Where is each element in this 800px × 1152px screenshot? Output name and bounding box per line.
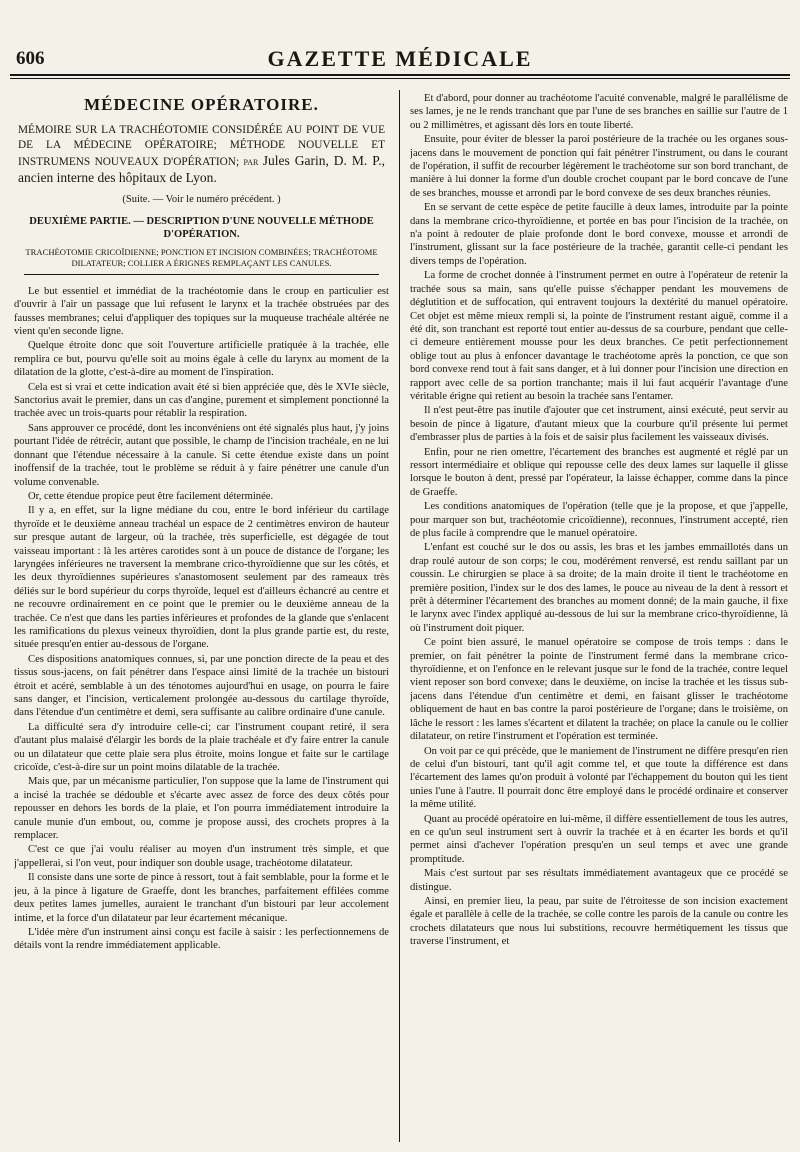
page-number: 606: [16, 48, 45, 69]
part-title: DEUXIÈME PARTIE. — DESCRIPTION D'UNE NOUVELLE MÉTHODE D'OPÉRATION.: [29, 215, 374, 240]
paragraph: Les conditions anatomiques de l'opération (telle que je la propose, et que j'appelle, pour marquer son but, trachéotomie cricoïdienne), reconnues, l'instrument accepté, rien de plus facile à comprendre que le manuel opératoire.: [410, 501, 788, 539]
paragraph: Il consiste dans une sorte de pince à ressort, tout à fait semblable, pour la forme et le jeu, à la pince à ligature de Graeffe, dont les branches, parfaitement effilées comme deux petites lames jumelles, auraient le tranchant d'un bistouri par leur accolement intime, et la force d'un dilatateur par leur écartement mécanique.: [14, 872, 389, 924]
paragraph: En se servant de cette espèce de petite faucille à deux lames, introduite par la pointe dans la membrane crico-thyroïdienne, et portée en bas pour l'incision de la trachée, on n'a point à redouter de plaie profonde dont le bord convexe, mousse et arrondi de l'instrument, glissant sur la face postérieure de la trachée, garantit celle-ci pendant les divers temps de l'opération.: [410, 202, 788, 267]
header-rule: [10, 78, 790, 79]
part-subtitle: TRACHÉOTOMIE CRICOÏDIENNE; PONCTION ET INCISION COMBINÉES; TRACHÉOTOME DILATATEUR; COLLIER A ÉRIGNES REMPLAÇANT LES CANULES.: [24, 247, 379, 275]
paragraph: Il y a, en effet, sur la ligne médiane du cou, entre le bord inférieur du cartilage thyroïde et le deuxième anneau trachéal un espace de 2 centimètres environ de hauteur sur presque autant de largeur, où la trachée, très superficielle, est dégagée de tout vaisseau important : là les artères carotides sont à un pouce de distance de l'organe; les laryngées inférieures ne traversent la membrane crico-thyroïdienne que sur les côtés, et les deux thyroïdiennes supérieures s'anastomosent seulement par des rameaux très déliés sur le bord supérieur du corps thyroïde, lequel est d'ailleurs échancré au centre et ne recouvre ordinairement en ce point que le premier ou le deuxième anneau de la trachée. Ce n'est que dans les parties inférieures et profondes de la glande que s'enlacent les ramifications du plexus veineux thyroïdien, dont la plus grande partie est, du reste, située presqu'en entier au-dessous de l'organe.: [14, 505, 389, 651]
author-line: Jules Garin, D. M. P., ancien interne des hôpitaux de Lyon.: [18, 153, 385, 186]
paragraph: La forme de crochet donnée à l'instrument permet en outre à l'opérateur de retenir la trachée sous sa main, sans qu'elle puisse s'échapper pendant les mouvemens de déglutition et de suffocation, qui entravent toujours la dextérité du manuel opératoire. Cet objet est même mieux rempli si, la pointe de l'instrument restant aiguë, comme il a été dit, son tranchant est reporté tout entier au-dessus de sa courbure, pendant que celle-ci demeure entièrement mousse pour les deux branches. Ce petit perfectionnement oblige tout au plus à enfoncer davantage le trachéotome après la ponction, ce que son bord convexe rend tout à fait sans danger, et à lui donner pour l'incision une direction en rapport avec celle de sa portion tranchante; mais il lui faut acquérir l'avantage d'une véritable érigne qui retient au besoin la trachée sans l'entamer.: [410, 270, 788, 402]
column-divider: [399, 90, 400, 1142]
left-body: [14, 285, 389, 953]
paragraph: Le but essentiel et immédiat de la trachéotomie dans le croup en particulier est d'ouvrir à l'air un passage que lui refusent le larynx et la trachée obstruées par des fausses membranes; celui d'appliquer des topiques sur la muqueuse trachéale altérée ne vient qu'en seconde ligne.: [14, 285, 389, 338]
paragraph: Enfin, pour ne rien omettre, l'écartement des branches est augmenté et réglé par un ressort intermédiaire et oblique qui repousse celle des deux lames sur laquelle il glisse lorsque le bouton à dent, pressé par l'opérateur, la laisse échapper, comme dans la pince de Graeffe.: [410, 446, 788, 498]
paragraph: L'idée mère d'un instrument ainsi conçu est facile à saisir : les perfectionnemens de détails vont la rendre immédiatement applicable.: [14, 926, 389, 952]
paragraph: Mais c'est surtout par ses résultats immédiatement avantageux que ce procédé se distingue.: [410, 868, 788, 893]
memoir-title-text: MÉMOIRE SUR LA TRACHÉOTOMIE CONSIDÉRÉE AU POINT DE VUE DE LA MÉDECINE OPÉRATOIRE; MÉTHODE NOUVELLE ET INSTRUMENS NOUVEAUX D'OPÉRATION; par: [18, 124, 385, 169]
paragraph: Il n'est peut-être pas inutile d'ajouter que cet instrument, ainsi exécuté, peut servir au besoin de pince à ligature, d'autant mieux que la courbure qu'il présente lui permet d'embrasser plus de parties à la fois et de saisir plus facilement les vaisseaux divisés.: [410, 405, 788, 444]
paragraph: La difficulté sera d'y introduire celle-ci; car l'instrument coupant retiré, il sera d'autant plus malaisé d'élargir les bords de la plaie trachéale et d'y faire entrer la canule ou un dilatateur que cette plaie sera plus étroite, moins longue et faite sur le cartilage cricoïde, c'est-à-dire sur un point moins dilatable de la trachée.: [14, 721, 389, 774]
paragraph: Ces dispositions anatomiques connues, si, par une ponction directe de la peau et des tissus sous-jacens, on fait pénétrer dans l'espace ainsi limité de la trachée un bistouri étroit et acéré, semblable à un des ténotomes aujourd'hui en usage, on pourra le faire sans danger, et l'incision, verticalement prolongée au-dessous du cartilage thyroïde, dans l'étendue d'un centimètre et demi, sera suffisante au calibre ordinaire d'une canule.: [14, 653, 389, 719]
paragraph: C'est ce que j'ai voulu réaliser au moyen d'un instrument très simple, et que j'appellerai, si l'on veut, pour indiquer son double usage, trachéotome dilatateur.: [14, 844, 389, 869]
page-header: [10, 44, 790, 76]
memoir-title: [18, 123, 385, 187]
paragraph: Or, cette étendue propice peut être facilement déterminée.: [28, 490, 274, 502]
paragraph: Et d'abord, pour donner au trachéotome l'acuité convenable, malgré le parallélisme de ses lames, je ne le rends tranchant que par l'une de ses branches en saillie sur l'autre de 1 ou 2 millimètres, et agissant dès lors en toute liberté.: [410, 93, 788, 131]
paragraph: Quelque étroite donc que soit l'ouverture artificielle pratiquée à la trachée, elle remplira ce but, pourvu qu'elle soit au moins égale à celle du larynx au moment de la dilatation de la glotte, c'est-à-dire au moment de l'inspiration.: [14, 340, 389, 379]
left-column: [14, 92, 389, 1142]
paragraph: Quant au procédé opératoire en lui-même, il diffère essentiellement de tous les autres, en ce qu'un seul instrument sert à ouvrir la trachée et à en écarter les bords et qu'il permet ainsi d'achever l'opération presqu'en un seul temps et avec une grande promptitude.: [410, 813, 788, 865]
section-title: MÉDECINE OPÉRATOIRE.: [84, 95, 319, 114]
suite-note: (Suite. — Voir le numéro précédent. ): [122, 194, 281, 206]
right-body: [410, 92, 788, 949]
journal-title: GAZETTE MÉDICALE: [267, 46, 533, 71]
paragraph: Mais que, par un mécanisme particulier, l'on suppose que la lame de l'instrument qui a incisé la trachée se dédouble et s'écarte avec assez de force des deux côtés pour repousser en dehors les bords de la plaie, et l'on pourra immédiatement introduire la canule munie d'un embout, ou, comme je propose aussi, des crochets propres à la remplacer.: [14, 776, 389, 842]
paragraph: On voit par ce qui précède, que le maniement de l'instrument ne diffère presqu'en rien de celui d'un bistouri, tant qu'il agit comme tel, et que toute la différence est dans l'écartement des lames qu'on produit à volonté par l'échappement du bouton qui les tient unies l'une à l'autre. Il pourrait donc être employé dans le procédé ordinaire et conserver la même utilité.: [410, 745, 788, 811]
paragraph: Ainsi, en premier lieu, la peau, par suite de l'étroitesse de son incision exactement égale et parallèle à celle de la trachée, se colle contre les parois de la canule ou contre les crochets dilatateurs que nous lui substitions, recouvre hermétiquement les tissus que traverse l'instrument, et: [410, 895, 788, 948]
paragraph: L'enfant est couché sur le dos ou assis, les bras et les jambes emmaillotés dans un drap roulé autour de son corps; le cou, modérément renversé, est rendu saillant par un coussin. Le chirurgien se place à sa droite; de la main droite il tient le trachéotome en première position, l'index sur le dos des lames, le pouce au niveau de la dent à ressort et prêt à déterminer l'écartement des branches au moment donné; de la main gauche, il fixe le larynx avec l'index appliqué au-dessous de lui sur la membrane crico-thyroïdienne, là où l'instrument doit piquer.: [410, 542, 788, 634]
paragraph: Cela est si vrai et cette indication avait été si bien appréciée que, dès le XVIe siècle, Sanctorius avait le premier, dans un cas d'angine, purement et simplement ponctionné la trachée avec un trois-quarts pour rétablir la respiration.: [14, 381, 389, 420]
paragraph: Sans approuver ce procédé, dont les inconvéniens ont été signalés plus haut, j'y joins pourtant l'idée de rétrécir, autant que possible, le champ de l'incision trachéale, en ne lui donnant que l'étendue nécessaire à la canule. Si cette étendue existe dans un point inoffensif de la trachée, tout le problème se réduit à y faire pénétrer une canule d'un volume convenable.: [14, 422, 389, 488]
right-column: [410, 92, 788, 1142]
paragraph: Ensuite, pour éviter de blesser la paroi postérieure de la trachée ou les organes sous-jacens dans le mouvement de ponction qui fait pénétrer l'instrument, ou dans le courant de l'opération, il suffit de recourber légèrement le trachéotome sur son bord tranchant, de manière à lui donner la forme d'un double crochet coupant par le bord concave de l'une de ses branches, mousse et arrondi par le bord convexe de ses deux branches réunies.: [410, 134, 788, 199]
paragraph: Ce point bien assuré, le manuel opératoire se compose de trois temps : dans le premier, on fait pénétrer la pointe de l'instrument fermé dans la membrane crico-thyroïdienne, et on l'enfonce en le relevant jusque sur le fond de la trachée, contre lequel vient reposer son bord convexe; dans le deuxième, on incise la trachée et les tissus sub-jacens dans l'étendue d'un centimètre et demi, en faisant glisser le trachéotome obliquement de haut en bas contre la paroi postérieure de l'organe; dans le troisième, on lâche le ressort : les lames s'écartent et dilatent la trachée; on place la canule ou le collier dilatateur, on retire l'instrument et l'opération est terminée.: [410, 637, 788, 743]
